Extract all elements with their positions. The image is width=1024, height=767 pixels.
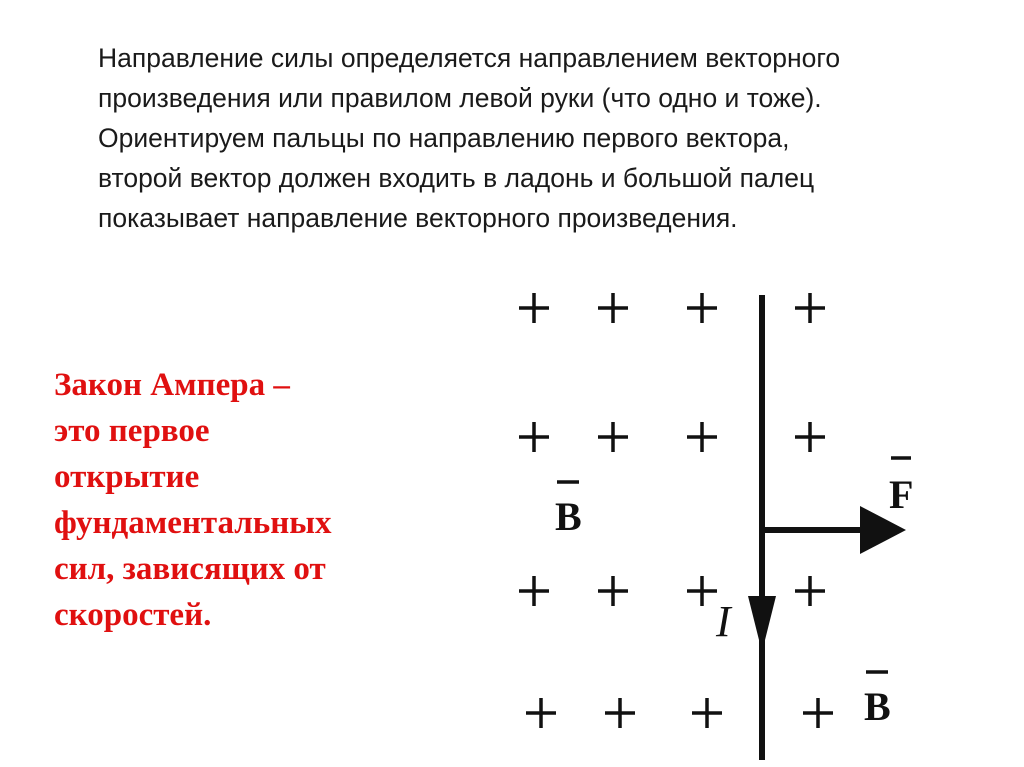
law-line: открытие xyxy=(54,459,200,495)
field-plus-mark xyxy=(598,422,628,452)
field-label-left: B xyxy=(555,494,582,539)
field-plus-mark xyxy=(687,293,717,323)
intro-line: второй вектор должен входить в ладонь и большой палец xyxy=(98,163,815,193)
field-plus-mark xyxy=(605,698,635,728)
force-label: F xyxy=(889,472,914,517)
field-plus-mark xyxy=(519,293,549,323)
field-plus-mark xyxy=(598,293,628,323)
current-arrowhead xyxy=(748,596,776,652)
field-plus-mark xyxy=(687,422,717,452)
law-line: фундаментальных xyxy=(54,505,332,541)
intro-line: Направление силы определяется направлением векторного xyxy=(98,43,841,73)
field-plus-mark xyxy=(519,422,549,452)
field-plus-mark xyxy=(687,576,717,606)
field-plus-mark xyxy=(795,422,825,452)
field-label-right: B xyxy=(864,684,891,729)
intro-line: Ориентируем пальцы по направлению первого вектора, xyxy=(98,123,790,153)
current-label: I xyxy=(716,597,731,646)
field-plus-mark xyxy=(803,698,833,728)
law-line: сил, зависящих от xyxy=(54,551,326,587)
law-line: это первое xyxy=(54,413,210,449)
intro-line: произведения или правилом левой руки (что одно и тоже). xyxy=(98,83,822,113)
field-plus-mark xyxy=(795,576,825,606)
field-plus-mark xyxy=(598,576,628,606)
law-line: скоростей. xyxy=(54,597,212,633)
field-plus-mark xyxy=(692,698,722,728)
law-line: Закон Ампера – xyxy=(54,367,290,403)
field-plus-mark xyxy=(795,293,825,323)
intro-line: показывает направление векторного произведения. xyxy=(98,203,738,233)
field-plus-mark xyxy=(526,698,556,728)
field-plus-mark xyxy=(519,576,549,606)
